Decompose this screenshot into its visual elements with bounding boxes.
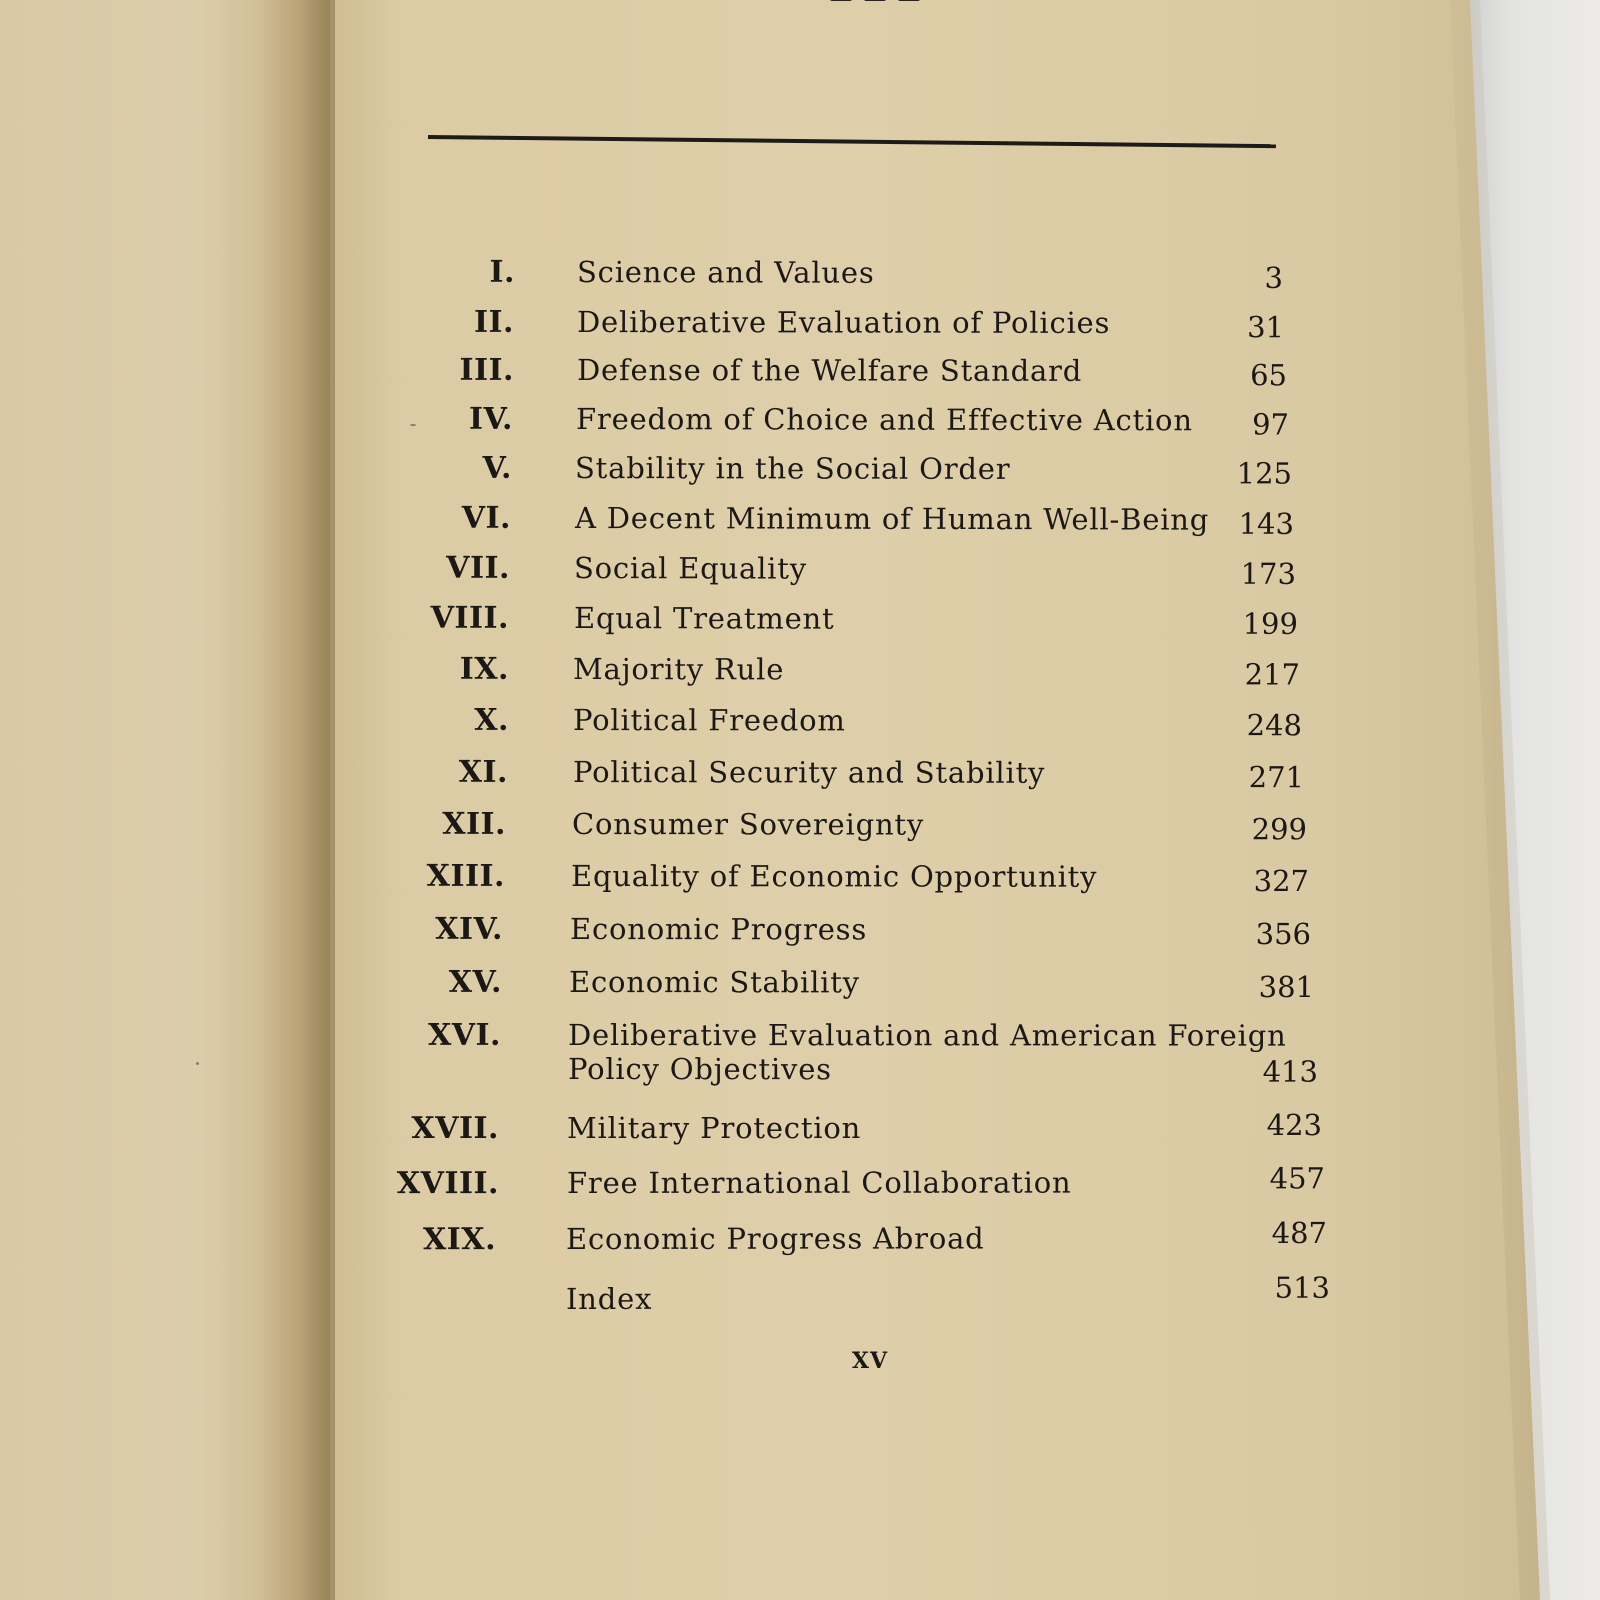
page-number: 143 xyxy=(1238,506,1295,541)
chapter-numeral: XII. xyxy=(442,806,507,842)
page-folio: XV xyxy=(851,1348,889,1374)
page-number: 487 xyxy=(1271,1215,1328,1251)
chapter-title-line: Science and Values xyxy=(576,255,875,290)
chapter-title xyxy=(566,1282,652,1316)
chapter-title-line: Consumer Sovereignty xyxy=(571,807,925,842)
page-number: 513 xyxy=(1274,1270,1331,1305)
page-number: 248 xyxy=(1246,708,1303,743)
toc-entry xyxy=(0,401,1600,444)
page-number: 381 xyxy=(1258,969,1315,1005)
toc-entry xyxy=(0,1215,1600,1263)
chapter-title-line: Equal Treatment xyxy=(573,601,835,636)
paper-speck xyxy=(196,1062,199,1065)
chapter-title xyxy=(577,353,1082,388)
toc-entry xyxy=(0,1017,1600,1089)
chapter-title-line: Economic Progress xyxy=(569,912,868,947)
page-number: 199 xyxy=(1242,606,1299,641)
chapter-title xyxy=(573,703,846,737)
chapter-title xyxy=(575,501,1209,537)
chapter-title-line: Social Equality xyxy=(573,551,807,586)
chapter-title xyxy=(576,402,1193,437)
chapter-title xyxy=(575,451,1010,486)
chapter-title-line: Political Freedom xyxy=(572,703,846,738)
chapter-title xyxy=(566,1221,985,1256)
chapter-numeral: III. xyxy=(459,352,515,388)
paper-speck xyxy=(410,424,416,426)
chapter-title-line: Economic Stability xyxy=(568,964,860,1000)
chapter-numeral: XVI. xyxy=(427,1017,502,1053)
chapter-title-line: Political Security and Stability xyxy=(572,755,1046,790)
chapter-title-line: Majority Rule xyxy=(572,652,785,687)
page-number: 97 xyxy=(1252,407,1290,442)
chapter-title xyxy=(577,305,1110,340)
toc-entry xyxy=(0,911,1600,953)
chapter-title xyxy=(574,601,835,636)
chapter-title xyxy=(573,652,784,686)
chapter-title-line: Freedom of Choice and Effective Action xyxy=(575,402,1193,438)
toc-entry xyxy=(0,600,1600,644)
page-number: 31 xyxy=(1247,310,1285,345)
chapter-numeral: XIX. xyxy=(422,1222,497,1258)
chapter-numeral: XI. xyxy=(458,754,509,790)
chapter-numeral: V. xyxy=(482,450,513,486)
chapter-numeral: VII. xyxy=(446,550,511,586)
chapter-numeral: IX. xyxy=(459,651,510,687)
page-number: 413 xyxy=(1262,1054,1318,1089)
toc-entry xyxy=(0,702,1600,745)
chapter-title-line: Equality of Economic Opportunity xyxy=(570,859,1098,894)
page-number: 299 xyxy=(1251,812,1308,847)
chapter-numeral: II. xyxy=(473,304,515,340)
chapter-title xyxy=(568,1018,1287,1087)
page-number: 423 xyxy=(1266,1108,1322,1142)
page-number: 3 xyxy=(1264,260,1284,295)
page-number: 327 xyxy=(1253,863,1310,899)
chapter-title-line: Stability in the Social Order xyxy=(574,451,1011,486)
page-number: 457 xyxy=(1269,1161,1326,1196)
page-number: 65 xyxy=(1250,358,1288,393)
chapter-title xyxy=(574,551,807,586)
page-number: 217 xyxy=(1244,657,1301,692)
toc-entry xyxy=(0,450,1600,493)
chapter-numeral: I. xyxy=(489,254,516,290)
chapter-title xyxy=(570,912,867,946)
page-number: 173 xyxy=(1240,556,1297,591)
chapter-title-line: A Decent Minimum of Human Well-Being xyxy=(574,501,1210,537)
toc-entry xyxy=(0,964,1600,1006)
chapter-title xyxy=(573,755,1045,790)
chapter-numeral: X. xyxy=(474,702,510,738)
chapter-numeral: VI. xyxy=(461,500,512,536)
chapter-title-line: Military Protection xyxy=(567,1111,862,1145)
toc-entry xyxy=(0,1161,1600,1206)
chapter-numeral: IV. xyxy=(468,401,514,437)
chapter-numeral: XVII. xyxy=(411,1111,499,1146)
chapter-numeral: XVIII. xyxy=(396,1166,500,1202)
page-number: 356 xyxy=(1255,916,1312,952)
toc-entry xyxy=(0,858,1600,900)
page-number: 271 xyxy=(1248,760,1305,795)
chapter-title xyxy=(572,807,924,842)
chapter-title xyxy=(569,965,860,999)
toc-entry xyxy=(0,254,1600,298)
toc-entry xyxy=(0,651,1600,694)
chapter-title-line: Defense of the Welfare Standard xyxy=(576,353,1083,388)
toc-entry xyxy=(0,500,1600,544)
toc-entry xyxy=(0,754,1600,797)
chapter-title-line: Economic Progress Abroad xyxy=(565,1221,985,1257)
chapter-title-line-2: Policy Objectives xyxy=(567,1051,832,1087)
chapter-numeral: XIV. xyxy=(435,911,504,947)
chapter-numeral: XIII. xyxy=(426,858,506,894)
chapter-title xyxy=(571,859,1097,894)
chapter-title xyxy=(567,1166,1072,1200)
chapter-title xyxy=(577,255,875,290)
toc-entry xyxy=(0,1108,1600,1151)
chapter-numeral: VIII. xyxy=(430,600,510,636)
page-number: 125 xyxy=(1236,456,1293,491)
chapter-title-line: Free International Collaboration xyxy=(566,1165,1072,1201)
chapter-title-line: Deliberative Evaluation and American Foreign xyxy=(567,1017,1287,1053)
chapter-title xyxy=(567,1111,861,1145)
toc-entry xyxy=(0,806,1600,849)
toc-entry xyxy=(0,1270,1600,1323)
toc-entry xyxy=(0,352,1600,395)
toc-entry xyxy=(0,304,1600,347)
toc-entry xyxy=(0,550,1600,594)
chapter-title-line: Index xyxy=(565,1281,653,1317)
chapter-title-line: Deliberative Evaluation of Policies xyxy=(576,305,1111,340)
chapter-numeral: XV. xyxy=(448,964,503,1000)
